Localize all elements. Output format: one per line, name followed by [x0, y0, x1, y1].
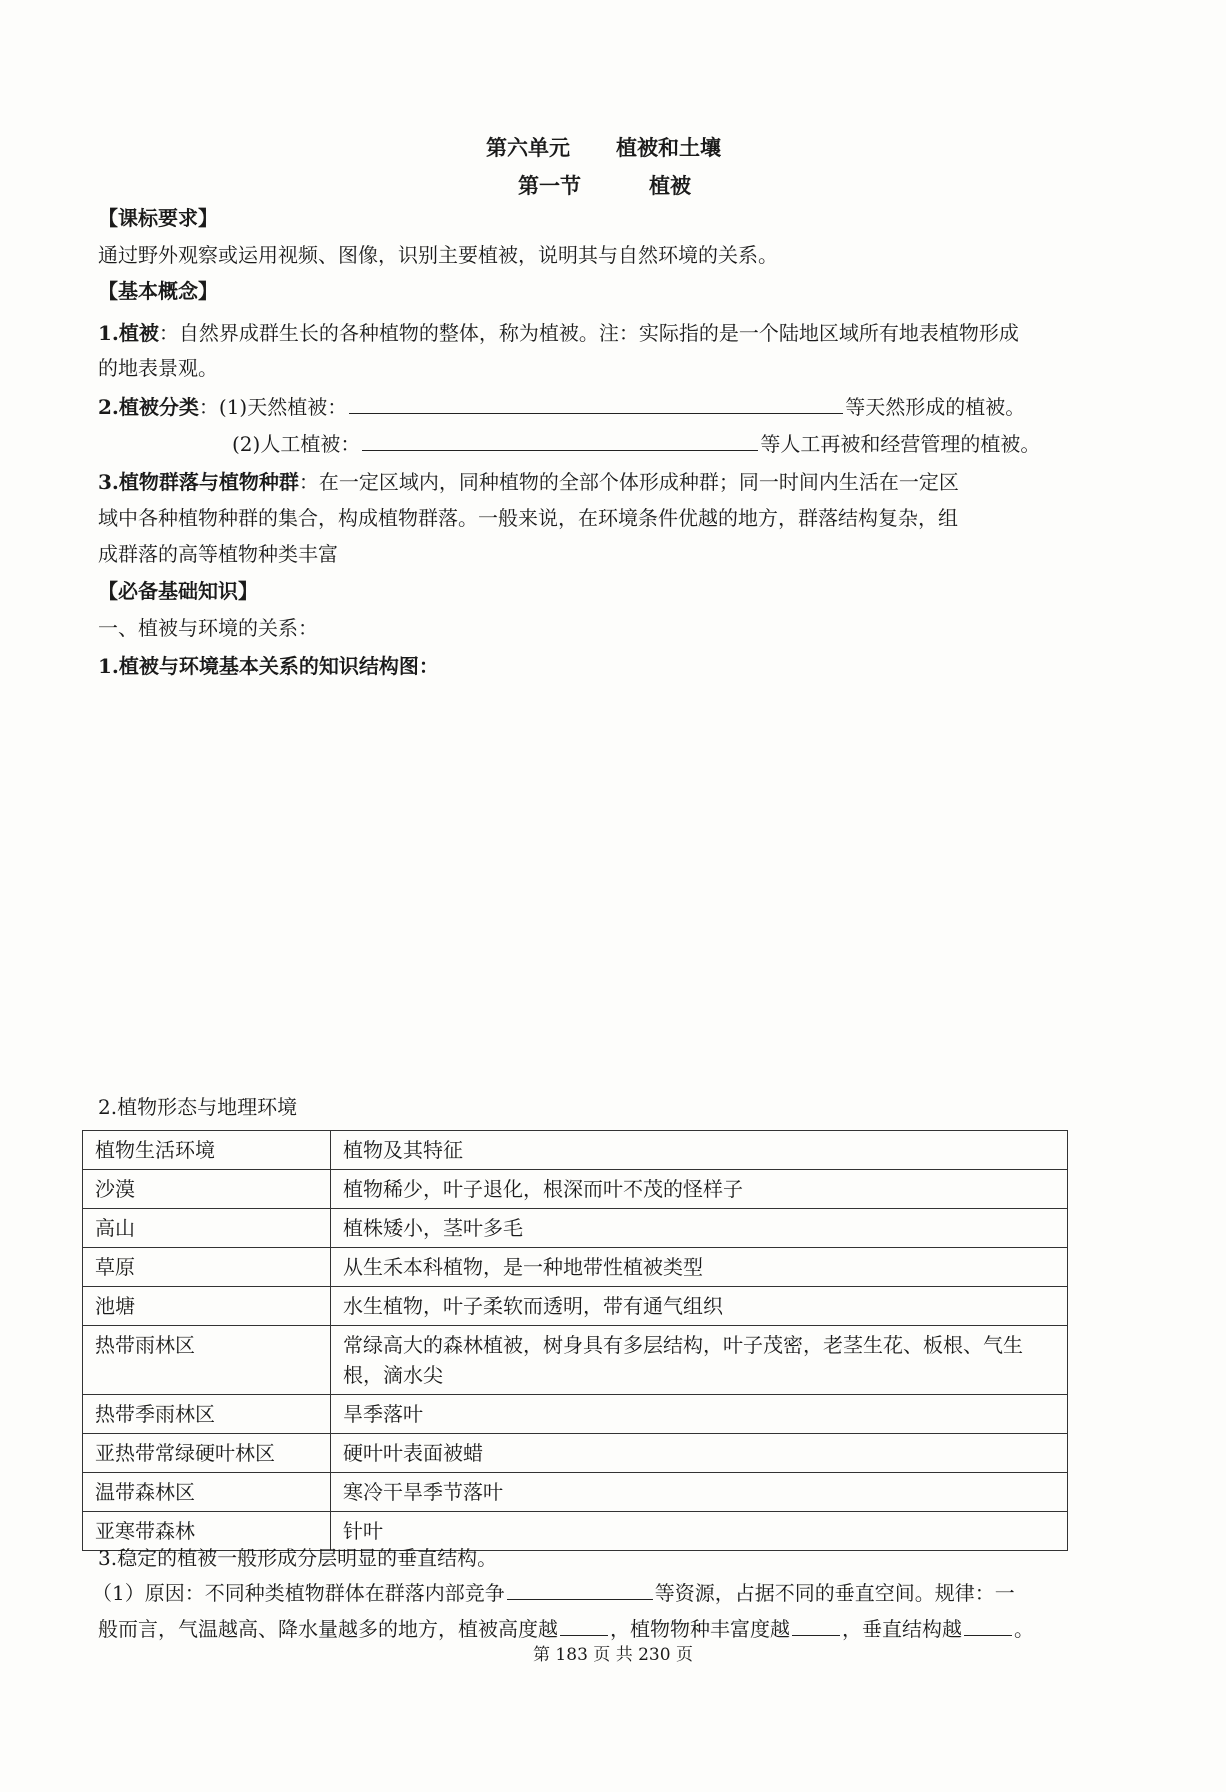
natural-veg-blank[interactable]: [349, 393, 843, 414]
standards-text: 通过野外观察或运用视频、图像，识别主要植被，说明其与自然环境的关系。: [98, 243, 778, 267]
table-row: [83, 1209, 1068, 1248]
plant-environment-table: [82, 1130, 1068, 1551]
table-cell: 水生植物，叶子柔软而透明，带有通气组织: [331, 1287, 1068, 1326]
basics-heading: 【必备基础知识】: [98, 579, 258, 603]
table-header-cell: 植物及其特征: [331, 1131, 1068, 1170]
concept-1: [98, 318, 1019, 348]
concept-2-artificial: [232, 429, 1040, 459]
table-cell: 池塘: [83, 1287, 331, 1326]
table-row: [83, 1170, 1068, 1209]
table-cell: 沙漠: [83, 1170, 331, 1209]
concepts-heading: 【基本概念】: [98, 279, 218, 303]
unit-name: 植被和土壤: [616, 135, 721, 160]
rule-text-b: ，植物物种丰富度越: [610, 1617, 790, 1641]
artificial-veg-blank[interactable]: [362, 430, 758, 451]
table-cell: 旱季落叶: [331, 1395, 1068, 1434]
resource-blank[interactable]: [507, 1579, 653, 1600]
section-name: 植被: [649, 173, 691, 198]
rule-text-a: 般而言，气温越高、降水量越多的地方，植被高度越: [98, 1617, 558, 1641]
table-row: [83, 1287, 1068, 1326]
table-cell: 热带季雨林区: [83, 1395, 331, 1434]
section-title: [518, 170, 691, 200]
concept-2: [98, 392, 1025, 422]
natural-veg-tail: 等天然形成的植被。: [845, 395, 1026, 419]
item-2: 2.植物形态与地理环境: [98, 1095, 298, 1119]
table-row: [83, 1434, 1068, 1473]
table-cell: 亚寒带森林: [83, 1512, 331, 1551]
item-1: 1.植被与环境基本关系的知识结构图：: [98, 654, 439, 678]
rule-text-c: ，垂直结构越: [842, 1617, 962, 1641]
table-cell: 寒冷干旱季节落叶: [331, 1473, 1068, 1512]
unit-label: 第六单元: [486, 135, 570, 160]
table-cell: 硬叶叶表面被蜡: [331, 1434, 1068, 1473]
concept-3-text: ：在一定区域内，同种植物的全部个体形成种群；同一时间内生活在一定区: [298, 470, 959, 494]
concept-2-label: 2.植被分类: [98, 395, 199, 419]
structure-blank[interactable]: [964, 1615, 1012, 1636]
artificial-veg-tail: 等人工再被和经营管理的植被。: [760, 432, 1041, 456]
table-header-row: [83, 1131, 1068, 1170]
concept-1-label: 1.植被: [98, 321, 159, 345]
section-label: 第一节: [518, 173, 581, 198]
table-cell: 高山: [83, 1209, 331, 1248]
concept-1-cont: 的地表景观。: [98, 356, 218, 380]
richness-blank[interactable]: [792, 1615, 840, 1636]
table-cell: 草原: [83, 1248, 331, 1287]
natural-veg-label: ：(1)天然植被：: [198, 395, 348, 419]
table-cell: 热带雨林区: [83, 1326, 331, 1395]
table-cell: 针叶: [331, 1512, 1068, 1551]
table-row: [83, 1395, 1068, 1434]
item-3: 3.稳定的植被一般形成分层明显的垂直结构。: [98, 1546, 498, 1570]
table-row: [83, 1326, 1068, 1395]
rule-text-d: 。: [1014, 1617, 1034, 1641]
concept-3-cont2: 成群落的高等植物种类丰富: [98, 542, 338, 566]
table-cell: 温带森林区: [83, 1473, 331, 1512]
table-row: [83, 1473, 1068, 1512]
reason-line: [92, 1578, 1015, 1608]
concept-3-cont: 域中各种植物种群的集合，构成植物群落。一般来说，在环境条件优越的地方，群落结构复杂，组: [98, 506, 958, 530]
unit-title: [486, 132, 721, 162]
concept-3: [98, 467, 959, 497]
table-cell: 植株矮小，茎叶多毛: [331, 1209, 1068, 1248]
concept-3-label: 3.植物群落与植物种群: [98, 470, 299, 494]
table-cell: 从生禾本科植物，是一种地带性植被类型: [331, 1248, 1068, 1287]
artificial-veg-label: (2)人工植被：: [232, 432, 361, 456]
table-cell: 常绿高大的森林植被，树身具有多层结构，叶子茂密，老茎生花、板根、气生根，滴水尖: [331, 1326, 1068, 1395]
reason-text-a: （1）原因：不同种类植物群体在群落内部竞争: [92, 1581, 505, 1605]
concept-1-text: ：自然界成群生长的各种植物的整体，称为植被。注：实际指的是一个陆地区域所有地表植物形成: [158, 321, 1019, 345]
reason-text-b: 等资源，占据不同的垂直空间。规律：一: [654, 1581, 1015, 1605]
standards-heading: 【课标要求】: [98, 206, 218, 230]
table-header-cell: 植物生活环境: [83, 1131, 331, 1170]
height-blank[interactable]: [560, 1615, 608, 1636]
table-cell: 亚热带常绿硬叶林区: [83, 1434, 331, 1473]
table-row: [83, 1248, 1068, 1287]
table-cell: 植物稀少，叶子退化，根深而叶不茂的怪样子: [331, 1170, 1068, 1209]
page-footer: 第 183 页 共 230 页: [533, 1645, 693, 1665]
part-1-heading: 一、植被与环境的关系：: [98, 616, 318, 640]
